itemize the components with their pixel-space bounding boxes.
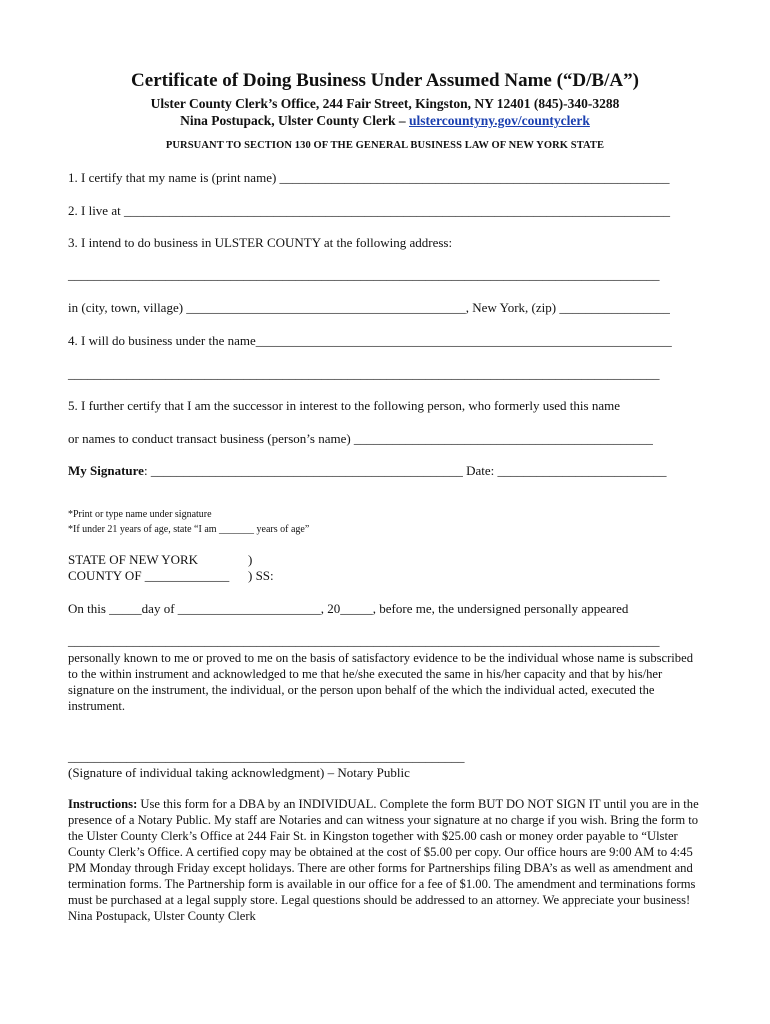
print-name-field[interactable]: 1. I certify that my name is (print name) ____________________________________________________________ [68,170,670,185]
signature-date-blanks[interactable]: : ________________________________________________ Date: __________________________ [143,463,667,478]
office-address: Ulster County Clerk’s Office, 244 Fair Street, Kingston, NY 12401 (845)-340-3288 [150,96,620,111]
business-location-label: 3. I intend to do business in ULSTER COUNTY at the following address: [68,235,453,250]
instructions-text: Use this form for a DBA by an INDIVIDUAL. Complete the form BUT DO NOT SIGN IT until you are in the presence of a Notary Public. My staff are Notaries and can witness your signature at no charge if you wish. Bring the form to the Ulster County Clerk’s Office at 244 Fair St. in Kingston together with $25.00 cash or money order payable to “Ulster County Clerk’s Office. A certified copy may be obtained at the cost of $5.00 per copy. Our office hours are 9:00 AM to 4:45 PM Monday through Friday except holidays. There are other forms for Partnerships filing DBA’s as well as amendment and termination forms. The Partnership form is available in our office for a fee of $1.00. The amendment and terminations forms must be purchased at a legal supply store. Legal questions should be addressed to an attorney. We appreciate your business! Nina Postupack, Ulster County Clerk [68,797,699,923]
signature-label: My Signature [68,463,144,478]
clerk-website-link[interactable]: ulstercountyny.gov/countyclerk [409,113,590,128]
notary-signature-line[interactable]: _____________________________________________________________ [68,749,465,764]
appearance-date-field[interactable]: On this _____day of ______________________, 20_____, before me, the undersigned personally appeared [68,601,629,616]
clerk-line [0,113,770,129]
county-ss: ) SS: [248,568,274,583]
address-field[interactable]: 2. I live at ____________________________________________________________________________________ [68,203,670,218]
state-label: STATE OF NEW YORK [68,552,199,567]
business-name-continued-field[interactable]: ___________________________________________________________________________________________ [68,366,660,381]
state-paren: ) [248,552,253,567]
notary-signature-caption: (Signature of individual taking acknowledgment) – Notary Public [68,765,410,780]
business-name-field[interactable]: 4. I will do business under the name________________________________________________________________ [68,333,672,348]
appeared-name-field[interactable]: ___________________________________________________________________________________________ [68,633,660,648]
successor-statement: 5. I further certify that I am the successor in interest to the following person, who formerly used this name [68,398,620,413]
instructions-label: Instructions: [68,797,138,811]
print-name-note: *Print or type name under signature [68,509,212,520]
city-zip-field[interactable]: in (city, town, village) ___________________________________________, New York, (zip) _________________ [68,300,670,315]
document-title: Certificate of Doing Business Under Assumed Name (“D/B/A”) [131,70,639,91]
instructions-paragraph [68,796,702,924]
business-address-field[interactable]: ___________________________________________________________________________________________ [68,267,660,282]
former-person-field[interactable]: or names to conduct transact business (person’s name) ______________________________________________ [68,431,653,446]
pursuant-heading: PURSUANT TO SECTION 130 OF THE GENERAL BUSINESS LAW OF NEW YORK STATE [165,140,605,151]
age-note: *If under 21 years of age, state “I am _______ years of age” [68,524,310,535]
signature-date-field[interactable] [68,463,666,479]
clerk-name: Nina Postupack, Ulster County Clerk – [180,113,409,128]
acknowledgment-text: personally known to me or proved to me on the basis of satisfactory evidence to be the individual whose name is subscribed to the within instrument and acknowledged to me that he/she executed the same in his/her capacity and that by his/her signature on the instrument, the individual, or the person upon behalf of the which the individual acted, executed the instrument. [68,651,693,713]
county-field[interactable]: COUNTY OF _____________ [68,568,230,583]
